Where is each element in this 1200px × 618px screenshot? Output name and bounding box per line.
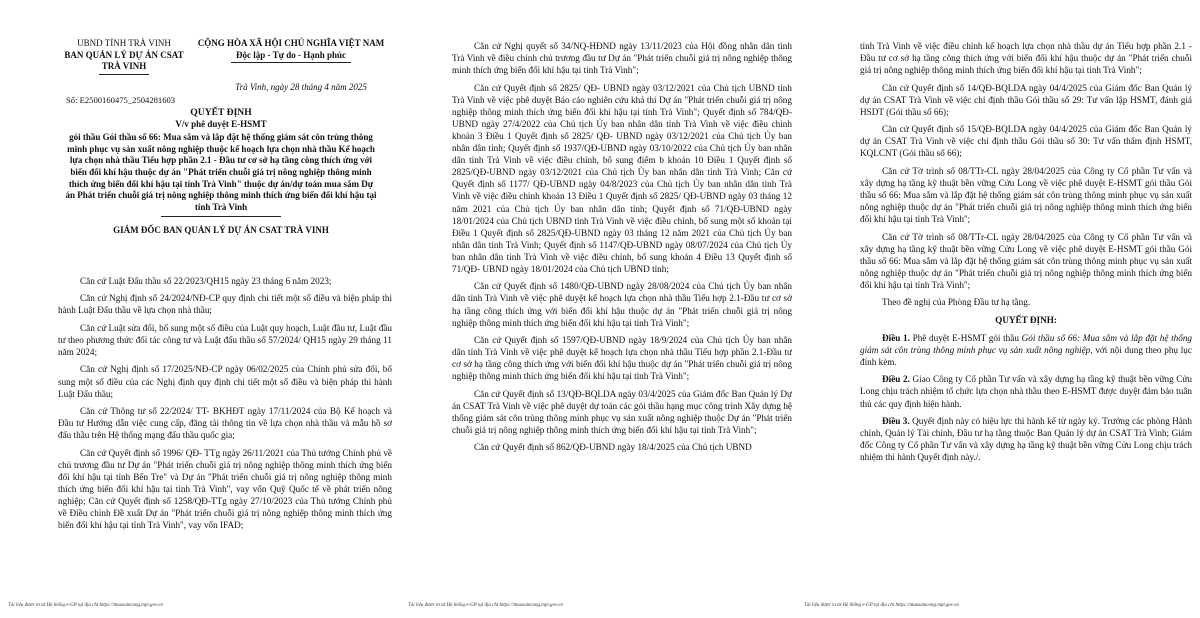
title-underline <box>161 216 281 217</box>
decision-description: gói thầu Gói thầu số 66: Mua sắm và lắp đặt hệ thống giám sát côn trùng thông minh phục vụ sản xuất nông nghiệp thuộc kế hoạch lựa chọn nhà thầu Kế hoạch lựa chọn nhà thầu Tiểu hợp phần 2.1 - Đầu tư cơ sở hạ tầng công thích ứng với biến đổi khí hậu thuộc dự án "Phát triển chuỗi giá trị nông nghiệp thông minh thích ứng biến đổi khí hậu tại tỉnh Trà Vinh" thuộc dự án/dự toán mua sắm Dự án Phát triển chuỗi giá trị nông nghiệp thông minh thích ứng biến đổi khí hậu tại tỉnh Trà Vinh <box>65 132 377 212</box>
authority-heading: GIÁM ĐỐC BAN QUẢN LÝ DỰ ÁN CSAT TRÀ VINH <box>113 225 329 236</box>
page-footer: Tài liệu được in từ Hệ thống e-GP tại địa chỉ https://muasamcong.mpi.gov.vn <box>804 603 959 608</box>
decision-title-block <box>64 107 378 237</box>
article-3 <box>860 415 1192 463</box>
legal-basis-paragraph: Căn cứ Tờ trình số 08/TTr-CL ngày 28/04/2025 của Công ty Cổ phần Tư vấn và xây dựng hạ tầng kỹ thuật bền vững Cửu Long về việc phê duyệt E-HSMT gói thầu Gói thầu số 66: Mua sắm và lắp đặt hệ thống giám sát côn trùng thông minh phục vụ sản xuất nông nghiệp thuộc dự án "Phát triển chuỗi giá trị nông nghiệp thông minh thích ứng biến đổi khí hậu tại tỉnh Trà Vinh"; <box>860 231 1192 290</box>
legal-basis-paragraph: Căn cứ Nghị định số 17/2025/NĐ-CP ngày 06/02/2025 của Chính phủ sửa đổi, bổ sung một số điều của các Nghị định quy định chi tiết một số điều và biện pháp thi hành Luật Đấu thầu; <box>58 364 392 399</box>
document-page-2 <box>400 0 800 618</box>
legal-basis-paragraph: Căn cứ Quyết định số 15/QĐ-BQLDA ngày 04/4/2025 của Giám đốc Ban Quản lý dự án CSAT Trà Vinh về việc chỉ định thầu Gói thầu số 30: Tư vấn thẩm định HSMT, KQLCNT (Gói thầu số 66); <box>860 124 1192 159</box>
article-2-text: Giao Công ty Cổ phần Tư vấn và xây dựng hạ tầng kỹ thuật bền vững Cửu Long chịu trách nhiệm tổ chức lựa chọn nhà thầu theo E-HSMT được duyệt đảm bảo tuân thủ các quy định hiện hành. <box>860 374 1192 409</box>
issuing-agency-line1: UBND TỈNH TRÀ VINH <box>77 38 171 48</box>
national-name: CỘNG HÒA XÃ HỘI CHỦ NGHĨA VIỆT NAM <box>197 38 385 48</box>
decision-heading: QUYẾT ĐỊNH: <box>995 314 1057 325</box>
article-1-tail: với nội dung theo phụ lục đính kèm. <box>860 344 1192 367</box>
proposal-paragraph: Theo đề nghị của Phòng Đầu tư hạ tầng. <box>882 297 1031 308</box>
document-page-3 <box>800 0 1200 618</box>
page-1-content <box>58 0 392 590</box>
legal-basis-paragraph: Căn cứ Nghị quyết số 34/NQ-HĐND ngày 13/11/2023 của Hội đồng nhân dân tỉnh Trà Vinh về điều chỉnh chủ trương đầu tư Dự án "Phát triển chuỗi giá trị nông nghiệp thông minh thích ứng biến đổi khí hậu tại tỉnh Trà Vinh"; <box>452 41 792 76</box>
page-2-content <box>452 40 792 590</box>
article-3-text: Quyết định này có hiệu lực thi hành kể từ ngày ký. Trưởng các phòng Hành chính, Quản lý Tài chính, Đầu tư hạ tầng thuộc Ban Quản lý dự án CSAT Trà Vinh; Giám đốc Công ty Cổ phần Tư vấn và xây dựng hạ tầng kỹ thuật bền vững Cửu Long chịu trách nhiệm thi hành Quyết định này./. <box>860 415 1192 463</box>
article-3-label: Điều 3. <box>882 415 910 426</box>
legal-basis-paragraph: Căn cứ Quyết định số 2825/ QĐ- UBND ngày 03/12/2021 của Chủ tịch UBND tỉnh Trà Vinh về việc phê duyệt Báo cáo nghiên cứu khả thi Dự án "Phát triển chuỗi giá trị nông nghiệp thông minh thích ứng biến đổi khí hậu tại tỉnh Trà Vinh"; Quyết định số 784/QĐ-UBND ngày 27/4/2022 của Chủ tịch Ủy ban nhân dân tỉnh Trà Vinh về việc điều chỉnh khoản 3 Điều 1 Quyết định số 2825/ QĐ- UBND ngày 03/12/2021 của Chủ tịch Ủy ban nhân dân tỉnh; Quyết định số 1937/QĐ-UBND ngày 03/10/2022 của Chủ tịch Ủy ban nhân dân tỉnh Trà Vinh về việc điều chỉnh, bổ sung điểm b khoản 10 Điều 1 Quyết định số 2825/QĐ-UBND ngày 03/12/2021 của Chủ tịch Ủy ban nhân dân tỉnh Trà Vinh; Căn cứ Quyết định số 1177/ QĐ-UBND ngày 04/8/2023 của Chủ tịch Ủy ban nhân dân tỉnh Trà Vinh về việc điều chỉnh khoản 13 Điều 1 Quyết định số 2825/ QĐ-UBND ngày 03 tháng 12 năm 2021 của Chủ tịch Ủy ban nhân dân tỉnh; Quyết định số 71/QĐ-UBND ngày 18/01/2024 của Chủ tịch UBND tỉnh Trà Vinh về việc điều chỉnh, bổ sung một số khoản tại Điều 1 Quyết định số 2825/QĐ-UBND ngày 03 tháng 12 năm 2021 của Chủ tịch Ủy ban nhân dân tỉnh Trà Vinh; Quyết định số 1147/QĐ-UBND ngày 08/07/2024 của Chủ tịch Ủy ban nhân dân tỉnh Trà Vinh về việc điều chỉnh, bổ sung khoản 4 Điều 13 Quyết định số 71/QĐ- UBND ngày 18/01/2024 của Chủ tịch UBND tỉnh; <box>452 82 792 274</box>
document-number: Số: E2500160475_2504281603 <box>66 95 176 105</box>
motto-underline <box>231 62 351 63</box>
legal-basis-paragraph: Căn cứ Luật Đấu thầu số 22/2023/QH15 ngày 23 tháng 6 năm 2023; <box>80 276 332 286</box>
page-footer: Tài liệu được in từ Hệ thống e-GP tại địa chỉ https://muasamcong.mpi.gov.vn <box>8 603 163 608</box>
article-1 <box>860 332 1192 368</box>
legal-basis-paragraph: Căn cứ Nghị định số 24/2024/NĐ-CP quy định chi tiết một số điều và biện pháp thi hành Luật Đấu thầu về lựa chọn nhà thầu; <box>58 293 392 316</box>
page-3-content <box>860 40 1192 590</box>
issuing-agency-line2: BAN QUẢN LÝ DỰ ÁN CSAT <box>64 49 184 60</box>
legal-basis-paragraph: Căn cứ Quyết định số 1480/QĐ-UBND ngày 28/08/2024 của Chủ tịch Ủy ban nhân dân tỉnh Trà Vinh về việc phê duyệt kế hoạch lựa chọn nhà thầu Tiểu hợp 2.1-Đầu tư cơ sở hạ tầng công thích ứng với biến đổi khí hậu thuộc dự án "Phát triển chuỗi giá trị nông nghiệp thông minh thích ứng biến đổi khí hậu tại tỉnh Trà Vinh"; <box>452 281 792 328</box>
legal-basis-paragraph: Căn cứ Luật sửa đổi, bổ sung một số điều của Luật quy hoạch, Luật đầu tư, Luật đầu tư theo phương thức đối tác công tư và Luật đấu thầu số 57/2024/ QH15 ngày 29 tháng 11 năm 2024; <box>58 322 392 358</box>
decision-subtitle: V/v phê duyệt E-HSMT <box>175 118 267 129</box>
legal-basis-paragraph: Căn cứ Quyết định số 1996/ QĐ- TTg ngày 26/11/2021 của Thủ tướng Chính phủ về chủ trương đầu tư Dự án "Phát triển chuỗi giá trị nông nghiệp thông minh thích ứng biến đổi khí hậu tại tỉnh Bến Tre" và Dự án "Phát triển chuỗi giá trị nông nghiệp thông minh thích ứng biến đổi khí hậu tại tỉnh Trà Vinh", vay vốn Quỹ Quốc tế về phát triển nông nghiệp; Căn cứ Quyết định số 1258/QĐ-TTg ngày 27/10/2023 của Thủ tướng Chính phủ về Điều chỉnh Đề xuất Dự án "Phát triển chuỗi giá trị nông nghiệp thông minh thích ứng biến đổi khí hậu tại tỉnh Trà Vinh", vay vốn IFAD; <box>58 447 392 531</box>
issuing-agency-block <box>58 38 190 75</box>
agency-underline <box>99 74 149 75</box>
legal-basis-paragraph: Căn cứ Tờ trình số 08/TTr-CL ngày 28/04/2025 của Công ty Cổ phần Tư vấn và xây dựng hạ tầng kỹ thuật bền vững Cửu Long về việc phê duyệt E-HSMT gói thầu Gói thầu số 66: Mua sắm và lắp đặt hệ thống giám sát côn trùng thông minh phục vụ sản xuất nông nghiệp thuộc dự án "Phát triển chuỗi giá trị nông nghiệp thông minh thích ứng biến đổi khí hậu tại tỉnh Trà Vinh"; <box>860 165 1192 225</box>
national-motto: Độc lập - Tự do - Hạnh phúc <box>235 49 346 60</box>
page-footer: Tài liệu được in từ Hệ thống e-GP tại địa chỉ https://muasamcong.mpi.gov.vn <box>408 603 563 608</box>
document-page-1 <box>0 0 400 618</box>
article-1-package: Gói thầu số 66: Mua sắm và lắp đặt hệ thống giám sát côn trùng thông minh phục vụ sản xuất nông nghiệp, <box>860 332 1192 355</box>
legal-basis-paragraph: Căn cứ Quyết định số 862/QĐ-UBND ngày 18/4/2025 của Chủ tịch UBND <box>474 442 752 453</box>
legal-basis-paragraph: Căn cứ Quyết định số 13/QĐ-BQLDA ngày 03/4/2025 của Giám đốc Ban Quản lý Dự án CSAT Trà Vinh về việc phê duyệt dự toán các gói thầu hạng mục công trình Xây dựng hệ thống giám sát côn trùng thông minh phục vụ sản xuất nông nghiệp thuộc Dự án "Phát triển chuỗi giá trị nông nghiệp thông minh thích ứng biến đổi khí hậu tại tỉnh Trà Vinh"; <box>452 388 792 435</box>
document-date: Trà Vinh, ngày 28 tháng 4 năm 2025 <box>235 82 367 92</box>
article-2-label: Điều 2. <box>882 374 910 385</box>
legal-basis-paragraph: Căn cứ Quyết định số 14/QĐ-BQLDA ngày 04/4/2025 của Giám đốc Ban Quản lý dự án CSAT Trà Vinh về việc chỉ định thầu Gói thầu số 29: Tư vấn lập HSMT, đánh giá HSDT (Gói thầu số 66); <box>860 82 1192 117</box>
article-2 <box>860 373 1192 409</box>
page-1-body <box>58 275 392 537</box>
article-1-label: Điều 1. <box>882 332 910 343</box>
legal-basis-paragraph: Căn cứ Quyết định số 1597/QĐ-UBND ngày 18/9/2024 của Chủ tịch Ủy ban nhân dân tỉnh Trà Vinh về việc phê duyệt kế hoạch lựa chọn nhà thầu Tiểu hợp phần 2.1-Đầu tư cơ sở hạ tầng công thích ứng với biến đổi khí hậu thuộc dự án "Phát triển chuỗi giá trị nông nghiệp thông minh thích ứng biến đổi khí hậu tại tỉnh Trà Vinh"; <box>452 335 792 382</box>
decision-title: QUYẾT ĐỊNH <box>190 107 252 118</box>
continued-paragraph: tỉnh Trà Vinh về việc điều chỉnh kế hoạch lựa chọn nhà thầu dự án Tiểu hợp phần 2.1 - Đầu tư cơ sở hạ tầng công thích ứng với biến đổi khí hậu thuộc dự án "Phát triển chuỗi giá trị nông nghiệp thông minh thích ứng biến đổi khí hậu tại tỉnh Trà Vinh"; <box>860 41 1192 76</box>
legal-basis-paragraph: Căn cứ Thông tư số 22/2024/ TT- BKHĐT ngày 17/11/2024 của Bộ Kế hoạch và Đầu tư Hướng dẫn việc cung cấp, đăng tải thông tin về lựa chọn nhà thầu và mẫu hồ sơ đấu thầu trên Hệ thống mạng đấu thầu quốc gia; <box>58 406 392 441</box>
article-1-lead: Phê duyệt E-HSMT gói thầu <box>912 332 1019 343</box>
issuing-agency-line3: TRÀ VINH <box>101 61 147 71</box>
national-motto-block <box>186 38 392 63</box>
